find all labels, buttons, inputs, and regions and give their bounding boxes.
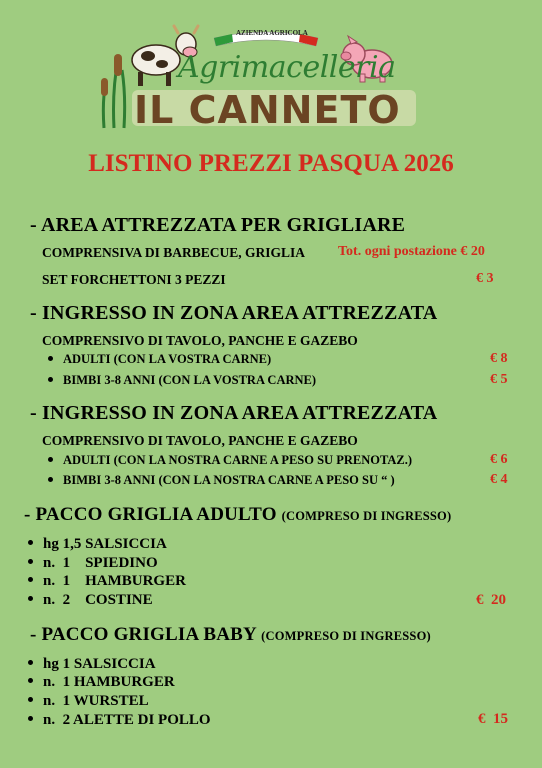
list-item: n. 2 COSTINE xyxy=(28,592,153,609)
list-item: ADULTI (CON LA VOSTRA CARNE) xyxy=(48,352,271,367)
logo-main-name: IL CANNETO xyxy=(134,88,401,132)
forks-set-price: € 3 xyxy=(476,271,494,286)
section-baby-grill-pack-heading: - PACCO GRIGLIA BABY (COMPRESO DI INGRESSO) xyxy=(30,624,431,645)
list-item: n. 1 HAMBURGER xyxy=(28,674,175,691)
bullet-icon xyxy=(48,477,53,482)
baby-pack-note: (COMPRESO DI INGRESSO) xyxy=(261,629,431,643)
list-item: BIMBI 3-8 ANNI (CON LA VOSTRA CARNE) xyxy=(48,373,316,388)
entry-own-meat-description: COMPRENSIVO DI TAVOLO, PANCHE E GAZEBO xyxy=(42,333,358,348)
bullet-icon xyxy=(48,377,53,382)
logo-top-label: AZIENDA AGRICOLA xyxy=(236,29,308,37)
bullet-icon xyxy=(28,577,33,582)
list-item: ADULTI (CON LA NOSTRA CARNE A PESO SU PRENOTAZ.) xyxy=(48,453,412,468)
list-item: hg 1,5 SALSICCIA xyxy=(28,536,167,553)
list-item: n. 2 ALETTE DI POLLO xyxy=(28,712,211,729)
entry-our-meat-description: COMPRENSIVO DI TAVOLO, PANCHE E GAZEBO xyxy=(42,433,358,448)
grill-area-description: COMPRENSIVA DI BARBECUE, GRIGLIA xyxy=(42,245,306,260)
bullet-icon xyxy=(48,457,53,462)
section-grill-area-heading: - AREA ATTREZZATA PER GRIGLIARE xyxy=(30,214,406,236)
bullet-icon xyxy=(28,660,33,665)
bullet-icon xyxy=(28,716,33,721)
adult-pack-note: (COMPRESO DI INGRESSO) xyxy=(281,509,452,523)
list-item: n. 1 WURSTEL xyxy=(28,693,149,710)
list-item-price: € 6 xyxy=(490,452,508,467)
baby-pack-price: € 15 xyxy=(478,711,508,727)
bullet-icon xyxy=(28,596,33,601)
bullet-icon xyxy=(28,540,33,545)
bullet-icon xyxy=(28,678,33,683)
bullet-icon xyxy=(28,697,33,702)
farm-logo xyxy=(96,20,426,132)
logo-script-name: Agrimacelleria xyxy=(178,50,396,85)
grill-area-price: Tot. ogni postazione € 20 xyxy=(338,244,485,259)
list-item: BIMBI 3-8 ANNI (CON LA NOSTRA CARNE A PESO SU “ ) xyxy=(48,473,395,488)
bullet-icon xyxy=(28,559,33,564)
list-item-price: € 4 xyxy=(490,472,508,487)
list-item: n. 1 HAMBURGER xyxy=(28,573,186,590)
section-adult-grill-pack-heading: - PACCO GRIGLIA ADULTO (COMPRESO DI INGRESSO) xyxy=(24,504,452,525)
list-item: n. 1 SPIEDINO xyxy=(28,555,158,572)
forks-set-label: SET FORCHETTONI 3 PEZZI xyxy=(42,272,226,287)
section-entry-our-meat-heading: - INGRESSO IN ZONA AREA ATTREZZATA xyxy=(30,402,438,424)
page-title: LISTINO PREZZI PASQUA 2026 xyxy=(88,150,454,177)
adult-pack-price: € 20 xyxy=(476,592,506,608)
list-item-price: € 8 xyxy=(490,351,508,366)
list-item-price: € 5 xyxy=(490,372,508,387)
bullet-icon xyxy=(48,356,53,361)
list-item: hg 1 SALSICCIA xyxy=(28,656,156,673)
section-entry-own-meat-heading: - INGRESSO IN ZONA AREA ATTREZZATA xyxy=(30,302,438,324)
